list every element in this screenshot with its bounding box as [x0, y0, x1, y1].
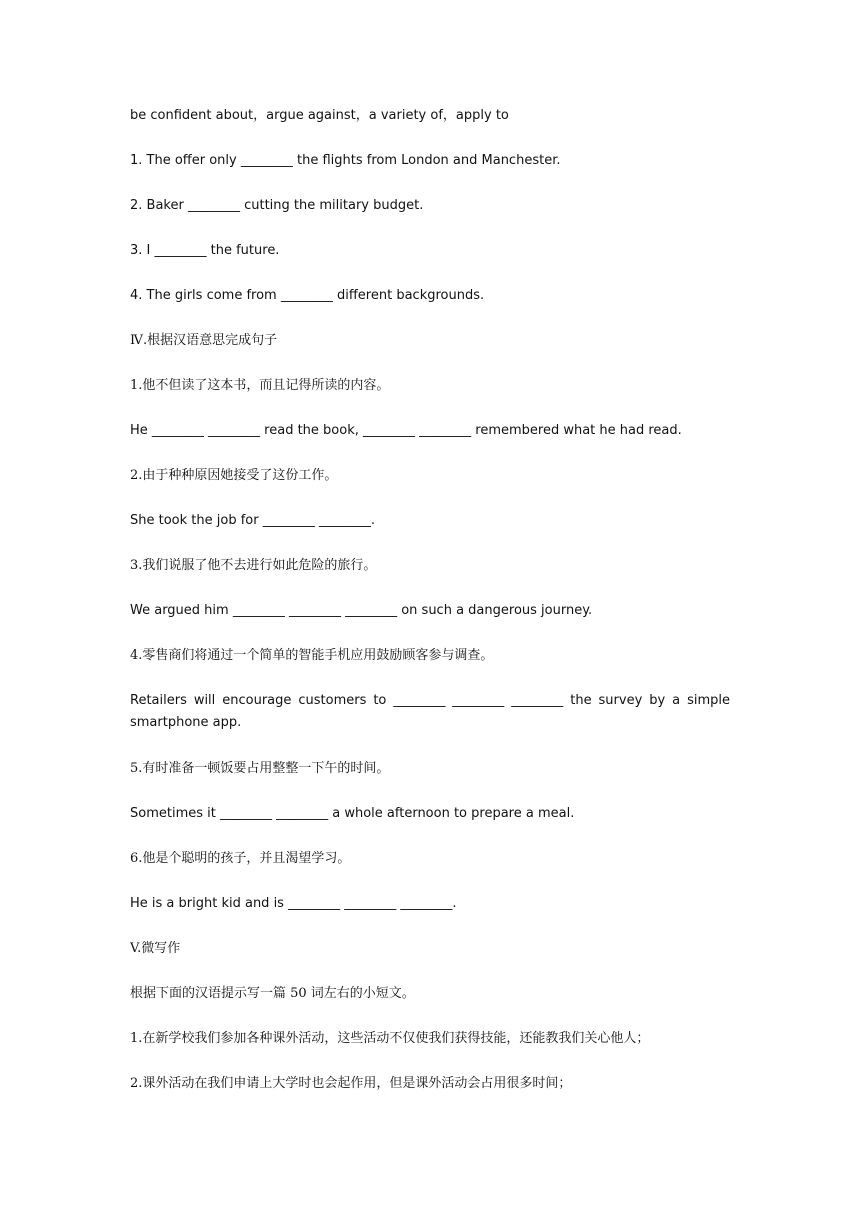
phrase-bank: be confident about，argue against，a variety of，apply to	[130, 108, 509, 123]
translation-item-5-english: Sometimes it ________ ________ a whole afternoon to prepare a meal.	[130, 806, 575, 821]
translation-item-1-chinese: 1.他不但读了这本书，而且记得所读的内容。	[130, 378, 390, 393]
writing-point-2: 2.课外活动在我们申请上大学时也会起作用，但是课外活动会占用很多时间；	[130, 1076, 572, 1091]
fill-item-4: 4. The girls come from ________ different backgrounds.	[130, 288, 485, 303]
translation-item-6-chinese: 6.他是个聪明的孩子，并且渴望学习。	[130, 851, 351, 866]
translation-item-2-chinese: 2.由于种种原因她接受了这份工作。	[130, 468, 338, 483]
fill-item-1: 1. The offer only ________ the flights from London and Manchester.	[130, 153, 561, 168]
section-5-title: V.微写作	[130, 941, 181, 956]
translation-item-3-chinese: 3.我们说服了他不去进行如此危险的旅行。	[130, 558, 377, 573]
fill-item-3: 3. I ________ the future.	[130, 243, 280, 258]
translation-item-4-english: Retailers will encourage customers to ________ ________ ________ the survey by a simple smartphone app.	[130, 693, 730, 730]
fill-item-2: 2. Baker ________ cutting the military budget.	[130, 198, 424, 213]
writing-instructions: 根据下面的汉语提示写一篇 50 词左右的小短文。	[130, 986, 415, 1001]
section-4-title: Ⅳ.根据汉语意思完成句子	[130, 333, 278, 348]
translation-item-1-english: He ________ ________ read the book, ________ ________ remembered what he had read.	[130, 423, 682, 438]
writing-point-1: 1.在新学校我们参加各种课外活动，这些活动不仅使我们获得技能，还能教我们关心他人；	[130, 1031, 650, 1046]
translation-item-3-english: We argued him ________ ________ ________ on such a dangerous journey.	[130, 603, 593, 618]
translation-item-4-chinese: 4.零售商们将通过一个简单的智能手机应用鼓励顾客参与调查。	[130, 648, 494, 663]
translation-item-6-english: He is a bright kid and is ________ ________ ________.	[130, 896, 457, 911]
translation-item-5-chinese: 5.有时准备一顿饭要占用整整一下午的时间。	[130, 761, 390, 776]
translation-item-2-english: She took the job for ________ ________.	[130, 513, 375, 528]
